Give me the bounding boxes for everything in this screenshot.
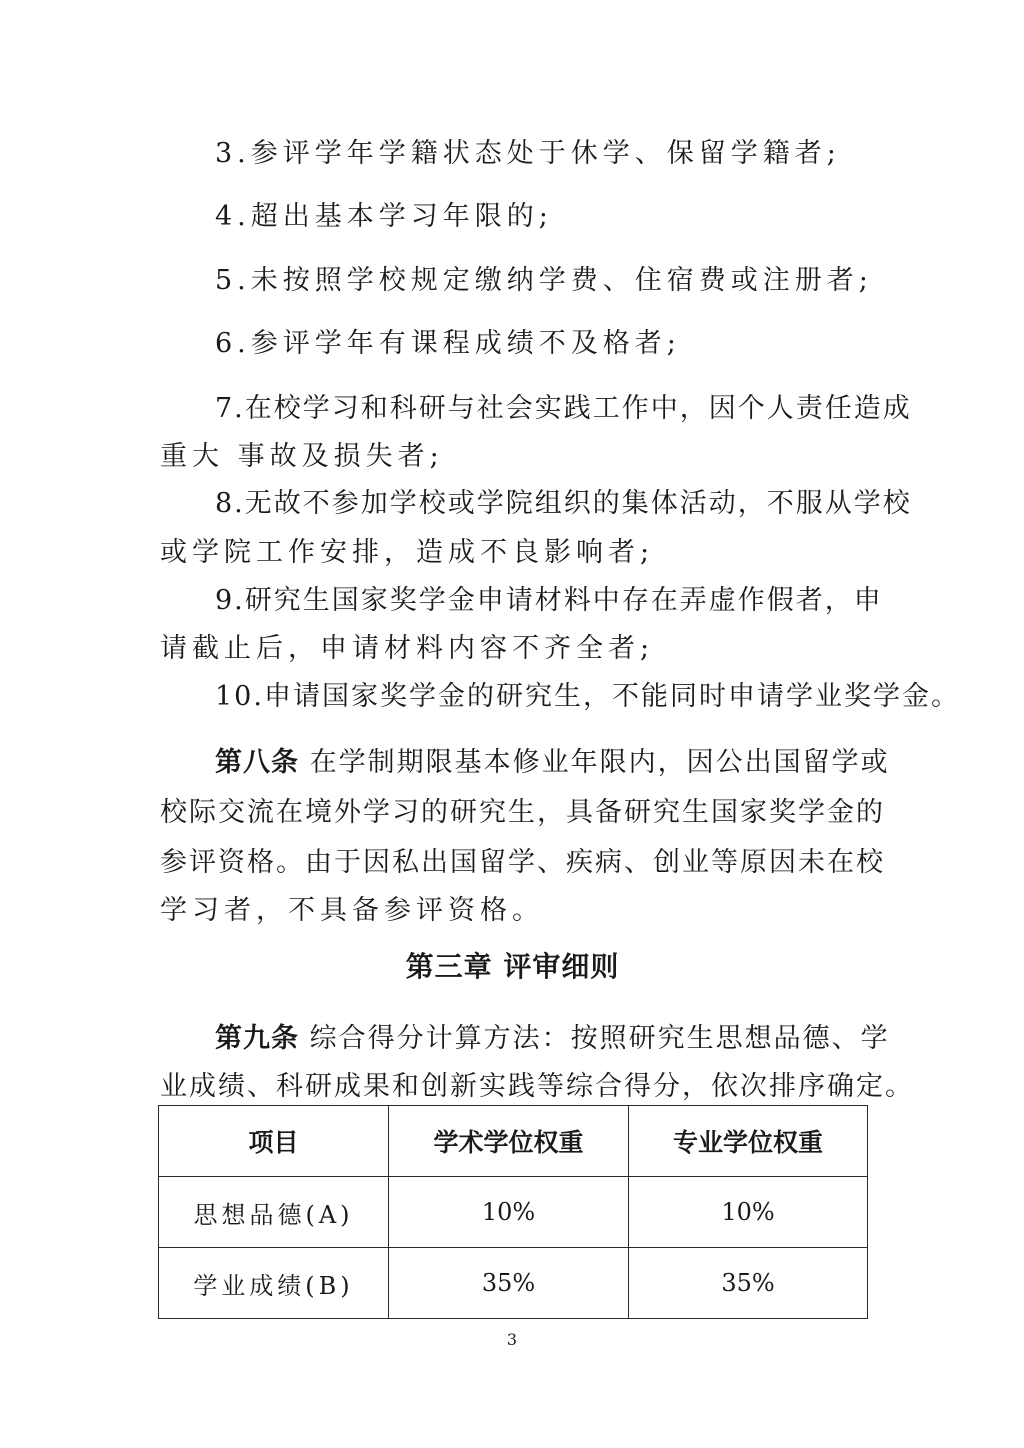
article-9-label: 第九条 [215,1023,299,1054]
item-5: 5.未按照学校规定缴纳学费、住宿费或注册者; [215,265,873,296]
header-professional-weight: 专业学位权重 [629,1106,868,1177]
item-7-line-1: 7.在校学习和科研与社会实践工作中，因个人责任造成 [215,393,912,424]
item-8-line-1: 8.无故不参加学校或学院组织的集体活动，不服从学校 [215,488,912,519]
row-moral-academic: 10% [389,1177,629,1248]
article-8-line-2: 校际交流在境外学习的研究生，具备研究生国家奖学金的 [160,797,885,828]
item-9-line-2: 请截止后，申请材料内容不齐全者; [160,633,655,664]
row-performance-professional: 35% [629,1248,868,1319]
article-8-text-1: 在学制期限基本修业年限内，因公出国留学或 [309,747,890,778]
item-4: 4.超出基本学习年限的; [215,201,553,232]
row-moral-professional: 10% [629,1177,868,1248]
item-8-line-2: 或学院工作安排，造成不良影响者; [160,537,655,568]
table-header-row [159,1106,868,1177]
item-6: 6.参评学年有课程成绩不及格者; [215,328,681,359]
row-label-academic-performance: 学业成绩(B) [159,1248,389,1319]
article-8-line-3: 参评资格。由于因私出国留学、疾病、创业等原因未在校 [160,847,885,878]
item-3: 3.参评学年学籍状态处于休学、保留学籍者; [215,138,841,169]
header-item: 项目 [159,1106,389,1177]
article-8-line-4: 学习者，不具备参评资格。 [160,895,544,926]
article-9-line-1 [215,1022,890,1056]
page-number: 3 [506,1330,518,1349]
chapter-3-heading: 第三章 评审细则 [405,950,620,983]
header-academic-weight: 学术学位权重 [389,1106,629,1177]
item-7-line-2: 重大 事故及损失者; [160,441,444,472]
article-8-line-1 [215,746,890,780]
row-performance-academic: 35% [389,1248,629,1319]
article-9-text-1: 综合得分计算方法：按照研究生思想品德、学 [309,1023,890,1054]
article-9-line-2: 业成绩、科研成果和创新实践等综合得分，依次排序确定。 [160,1071,914,1102]
table-row [159,1248,868,1319]
item-9-line-1: 9.研究生国家奖学金申请材料中存在弄虚作假者，申 [215,585,883,616]
article-8-label: 第八条 [215,747,299,778]
row-label-moral: 思想品德(A) [159,1177,389,1248]
item-10: 10.申请国家奖学金的研究生，不能同时申请学业奖学金。 [215,681,960,712]
weights-table [158,1105,868,1319]
table-row [159,1177,868,1248]
